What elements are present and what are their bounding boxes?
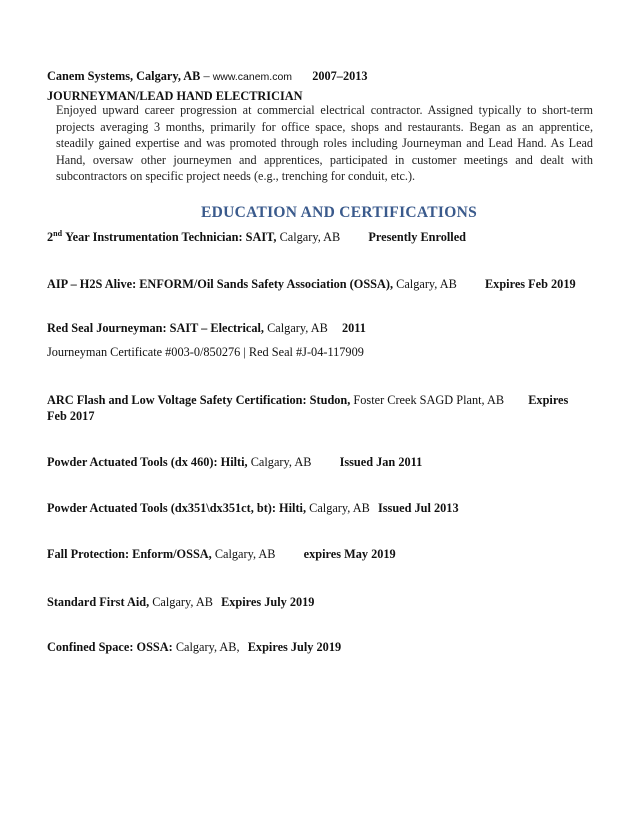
cert-status: Issued Jul 2013 [377,501,459,515]
cert-name: Confined Space: OSSA: [47,640,173,654]
cert-item [47,639,598,655]
cert-item [47,229,598,245]
cert-item [47,276,598,292]
cert-location: Calgary, AB [152,595,213,609]
cert-name: Year Instrumentation Technician: SAIT, [65,230,277,244]
cert-name: Powder Actuated Tools (dx351\dx351ct, bt): Hilti, [47,501,307,515]
cert-ordinal-suffix: nd [53,228,63,238]
cert-name: Powder Actuated Tools (dx 460): Hilti, [47,455,248,469]
cert-ordinal: 2 [47,230,54,244]
cert-item [47,546,598,562]
cert-status: Expires July 2019 [221,595,315,609]
cert-location: Foster Creek SAGD Plant, AB [353,393,505,407]
cert-name: Fall Protection: Enform/OSSA, [47,547,212,561]
cert-status: expires May 2019 [303,547,396,561]
cert-location: Calgary, AB [250,455,312,469]
cert-location: Calgary, AB, [175,640,240,654]
cert-location: Calgary, AB [309,501,370,515]
company-website: www.canem.com [212,71,293,83]
cert-item [47,594,598,610]
company-name: Canem Systems, Calgary, AB [47,69,201,83]
cert-name: Standard First Aid, [47,595,150,609]
cert-item [47,392,598,408]
cert-location: Calgary, AB [214,547,276,561]
cert-name: AIP – H2S Alive: ENFORM/Oil Sands Safety Association (OSSA), [47,277,394,291]
cert-note: Journeyman Certificate #003-0/850276 | Red Seal #J-04-117909 [47,345,364,359]
cert-location: Calgary, AB [396,277,457,291]
cert-status-continued: Feb 2017 [47,409,95,423]
cert-status: Presently Enrolled [368,230,466,244]
cert-status: 2011 [341,321,366,335]
job-years: 2007–2013 [312,69,368,83]
cert-location: Calgary, AB [279,230,341,244]
cert-status: Expires Feb 2019 [484,277,576,291]
section-heading-education: EDUCATION AND CERTIFICATIONS [201,204,477,221]
job-title: JOURNEYMAN/LEAD HAND ELECTRICIAN [47,89,303,103]
job-header [47,68,598,85]
job-description: Enjoyed upward career progression at commercial electrical contractor. Assigned typically to short-term projects averaging 3 months, primarily for office space, shops and restaurants. Began as an apprentice, steadily gained expertise and was promoted through roles including Journeyman and Lead Hand. As Lead Hand, oversaw other journeymen and apprentices, participated in customer meetings and dealt with subcontractors on specific project needs (e.g., trenching for conduit, etc.). [56,103,593,184]
cert-item [47,500,598,516]
cert-location: Calgary, AB [267,321,328,335]
cert-item [47,454,598,470]
separator-dash: – [203,69,210,83]
cert-name: Red Seal Journeyman: SAIT – Electrical, [47,321,265,335]
cert-item [47,320,598,336]
cert-status: Expires [528,393,569,407]
cert-status: Expires July 2019 [247,640,342,654]
cert-status: Issued Jan 2011 [339,455,423,469]
cert-name: ARC Flash and Low Voltage Safety Certification: Studon, [47,393,351,407]
